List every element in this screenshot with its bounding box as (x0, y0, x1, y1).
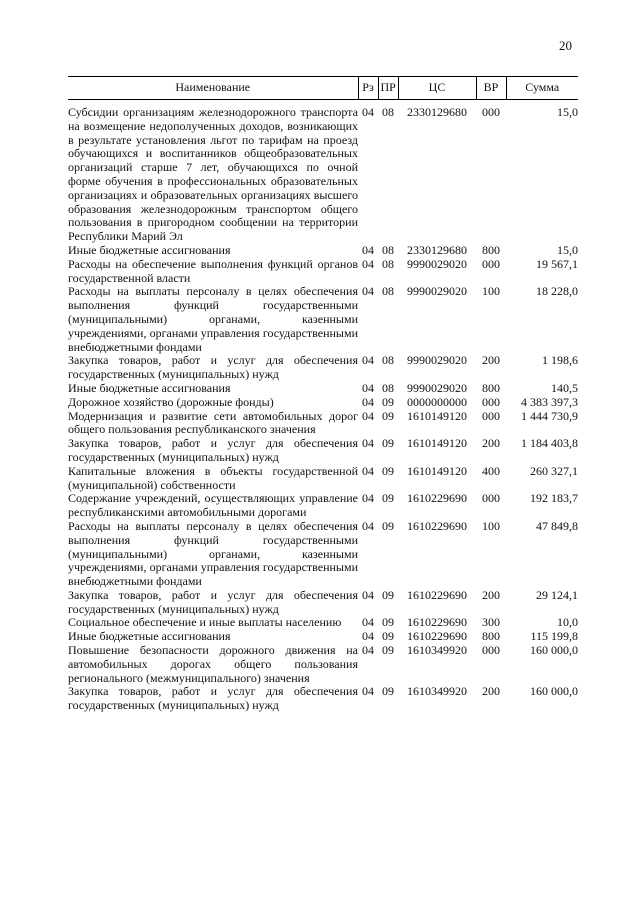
cell-rz: 04 (362, 629, 374, 644)
cell-pr: 08 (382, 284, 394, 299)
cell-name: Расходы на выплаты персоналу в целях обеспечения выполнения функций государственными (муниципальными) органами, казенными учреждениями, органами управления государственными внебюджетными фондами (68, 518, 358, 589)
table-row (68, 354, 578, 382)
table-row (68, 410, 578, 438)
cell-rz: 04 (362, 587, 374, 602)
cell-cs: 9990029020 (407, 256, 467, 271)
cell-sum: 192 183,7 (530, 491, 578, 506)
cell-sum: 1 198,6 (542, 353, 578, 368)
cell-sum: 1 444 730,9 (521, 408, 578, 423)
table-row (68, 630, 578, 644)
cell-name: Иные бюджетные ассигнования (68, 380, 231, 395)
cell-vr: 000 (482, 105, 500, 119)
table-row (68, 382, 578, 396)
cell-name: Социальное обеспечение и иные выплаты населению (68, 615, 342, 630)
table-row (68, 100, 578, 244)
table-row (68, 616, 578, 630)
cell-vr: 000 (482, 643, 500, 658)
cell-vr: 800 (482, 242, 500, 257)
cell-pr: 08 (382, 242, 394, 257)
table-row (68, 492, 578, 520)
cell-sum: 160 000,0 (530, 684, 578, 699)
header-sum: Сумма (506, 77, 578, 100)
cell-vr: 000 (482, 408, 500, 423)
cell-rz: 04 (362, 491, 374, 506)
cell-name: Содержание учреждений, осуществляющих управление республиканскими автомобильными дорогами (68, 491, 358, 520)
cell-cs: 1610229690 (407, 587, 467, 602)
table-row (68, 520, 578, 589)
cell-vr: 200 (482, 684, 500, 699)
cell-cs: 2330129680 (407, 105, 467, 119)
cell-sum: 260 327,1 (530, 463, 578, 478)
cell-rz: 04 (362, 684, 374, 699)
cell-vr: 400 (482, 463, 500, 478)
cell-vr: 100 (482, 518, 500, 533)
cell-rz: 04 (362, 284, 374, 299)
cell-sum: 140,5 (551, 380, 578, 395)
cell-vr: 000 (482, 394, 500, 409)
cell-sum: 47 849,8 (536, 518, 578, 533)
cell-cs: 2330129680 (407, 242, 467, 257)
cell-rz: 04 (362, 615, 374, 630)
table-row (68, 285, 578, 354)
cell-vr: 800 (482, 629, 500, 644)
cell-vr: 100 (482, 284, 500, 299)
page-number: 20 (559, 38, 572, 53)
cell-vr: 200 (482, 587, 500, 602)
cell-cs: 1610349920 (407, 643, 467, 658)
table-row (68, 396, 578, 410)
cell-name: Закупка товаров, работ и услуг для обеспечения государственных (муниципальных) нужд (68, 353, 358, 382)
cell-pr: 08 (382, 353, 394, 368)
cell-pr: 09 (382, 629, 394, 644)
cell-pr: 08 (382, 256, 394, 271)
cell-vr: 000 (482, 256, 500, 271)
cell-rz: 04 (362, 394, 374, 409)
cell-name: Повышение безопасности дорожного движения на автомобильных дорогах общего пользования регионального (межмуниципального) значения (68, 643, 358, 685)
cell-vr: 300 (482, 615, 500, 630)
cell-pr: 09 (382, 436, 394, 451)
table-header-row (68, 77, 578, 100)
cell-pr: 08 (382, 380, 394, 395)
cell-pr: 09 (382, 587, 394, 602)
cell-name: Иные бюджетные ассигнования (68, 242, 231, 257)
cell-rz: 04 (362, 353, 374, 368)
header-rz: Рз (358, 77, 378, 100)
cell-pr: 09 (382, 491, 394, 506)
cell-pr: 09 (382, 615, 394, 630)
cell-rz: 04 (362, 436, 374, 451)
cell-name: Закупка товаров, работ и услуг для обеспечения государственных (муниципальных) нужд (68, 587, 358, 616)
cell-vr: 800 (482, 380, 500, 395)
cell-sum: 19 567,1 (536, 256, 578, 271)
cell-rz: 04 (362, 380, 374, 395)
cell-name: Расходы на выплаты персоналу в целях обеспечения выполнения функций государственными (муниципальными) органами, казенными учреждениями, органами управления государственными внебюджетными фондами (68, 284, 358, 354)
cell-name: Закупка товаров, работ и услуг для обеспечения государственных (муниципальных) нужд (68, 436, 358, 464)
cell-pr: 08 (382, 105, 394, 119)
cell-cs: 1610229690 (407, 491, 467, 506)
table-row (68, 258, 578, 286)
cell-cs: 9990029020 (407, 284, 467, 299)
table-row (68, 244, 578, 258)
cell-pr: 09 (382, 408, 394, 423)
cell-cs: 1610149120 (407, 408, 467, 423)
cell-cs: 0000000000 (407, 394, 467, 409)
header-vr: ВР (476, 77, 506, 100)
cell-cs: 1610229690 (407, 518, 467, 533)
cell-cs: 1610229690 (407, 629, 467, 644)
cell-name: Иные бюджетные ассигнования (68, 629, 231, 644)
cell-name: Модернизация и развитие сети автомобильных дорог общего пользования республиканского значения (68, 408, 358, 437)
cell-sum: 10,0 (557, 615, 578, 630)
table-row (68, 685, 578, 713)
cell-sum: 18 228,0 (536, 284, 578, 299)
cell-name: Расходы на обеспечение выполнения функций органов государственной власти (68, 256, 358, 285)
cell-cs: 1610349920 (407, 684, 467, 699)
table-row (68, 644, 578, 685)
cell-cs: 1610229690 (407, 615, 467, 630)
cell-sum: 29 124,1 (536, 587, 578, 602)
cell-cs: 1610149120 (407, 463, 467, 478)
cell-name: Капитальные вложения в объекты государственной (муниципальной) собственности (68, 463, 358, 492)
table-row (68, 465, 578, 493)
cell-name: Субсидии организациям железнодорожного транспорта на возмещение недополученных доходов, возникающих в результате установления льгот по тарифам на проезд обучающихся и воспитанников общеобразовательных организаций старше 7 лет, обучающихся по очной форме обучения в профессиональных образовательных организациях и образовательных организациях высшего образования железнодорожным транспортом общего пользования в пригородном сообщении на территории Республики Марий Эл (68, 105, 358, 244)
cell-pr: 09 (382, 643, 394, 658)
table-row (68, 437, 578, 465)
header-pr: ПР (378, 77, 398, 100)
cell-sum: 15,0 (557, 105, 578, 119)
cell-rz: 04 (362, 463, 374, 478)
cell-pr: 09 (382, 463, 394, 478)
cell-rz: 04 (362, 408, 374, 423)
cell-vr: 000 (482, 491, 500, 506)
cell-sum: 4 383 397,3 (521, 394, 578, 409)
cell-rz: 04 (362, 518, 374, 533)
table-body (68, 100, 578, 714)
table-row (68, 589, 578, 617)
cell-name: Закупка товаров, работ и услуг для обеспечения государственных (муниципальных) нужд (68, 684, 358, 713)
cell-rz: 04 (362, 105, 374, 119)
cell-vr: 200 (482, 353, 500, 368)
cell-cs: 9990029020 (407, 380, 467, 395)
cell-sum: 1 184 403,8 (521, 436, 578, 451)
cell-pr: 09 (382, 684, 394, 699)
cell-vr: 200 (482, 436, 500, 451)
cell-sum: 160 000,0 (530, 643, 578, 658)
cell-rz: 04 (362, 256, 374, 271)
budget-table (68, 76, 578, 713)
cell-cs: 1610149120 (407, 436, 467, 451)
cell-sum: 115 199,8 (530, 629, 578, 644)
cell-name: Дорожное хозяйство (дорожные фонды) (68, 394, 274, 409)
header-name: Наименование (68, 77, 358, 100)
header-cs: ЦС (398, 77, 476, 100)
cell-cs: 9990029020 (407, 353, 467, 368)
cell-rz: 04 (362, 242, 374, 257)
cell-rz: 04 (362, 643, 374, 658)
cell-pr: 09 (382, 518, 394, 533)
cell-pr: 09 (382, 394, 394, 409)
cell-sum: 15,0 (557, 242, 578, 257)
